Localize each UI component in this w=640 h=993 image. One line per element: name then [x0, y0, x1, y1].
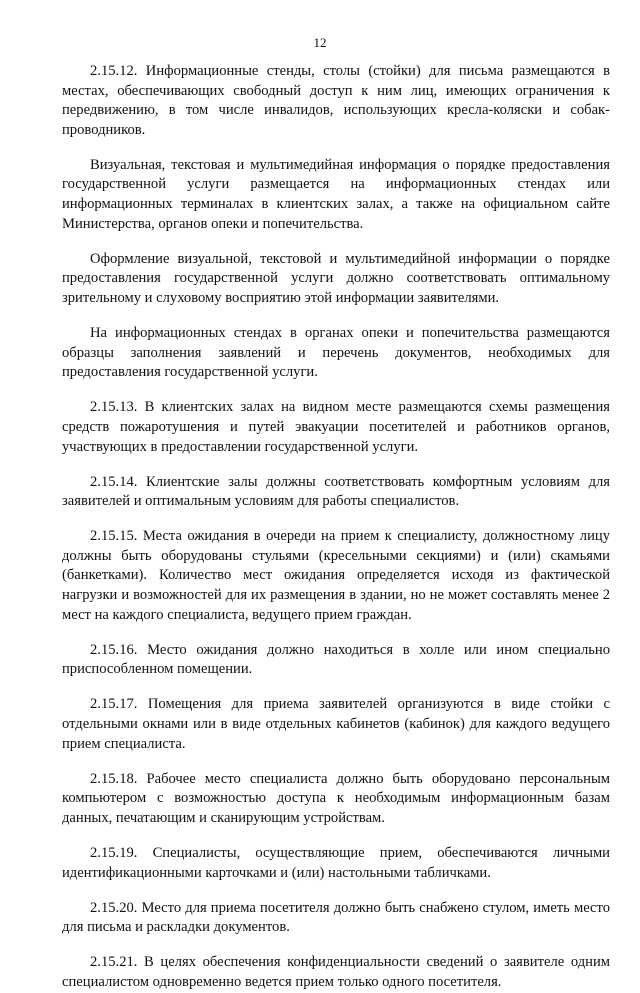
paragraph-2-15-20: 2.15.20. Место для приема посетителя должно быть снабжено стулом, иметь место для письма и раскладки документов. [62, 899, 610, 936]
page-number: 12 [313, 35, 327, 50]
paragraph-2-15-16: 2.15.16. Место ожидания должно находиться в холле или ином специально приспособленном помещении. [62, 641, 610, 678]
paragraph-2-15-13: 2.15.13. В клиентских залах на видном месте размещаются схемы размещения средств пожаротушения и путей эвакуации посетителей и работников органов, участвующих в предоставлении государственной услуги. [62, 399, 610, 455]
paragraph-2-15-14: 2.15.14. Клиентские залы должны соответствовать комфортным условиям для заявителей и оптимальным условиям для работы специалистов. [62, 473, 610, 510]
paragraph-2-15-17: 2.15.17. Помещения для приема заявителей организуются в виде стойки с отдельными окнами или в виде отдельных кабинетов (кабинок) для каждого ведущего прием специалиста. [62, 696, 610, 752]
paragraph-2-15-15: 2.15.15. Места ожидания в очереди на прием к специалисту, должностному лицу должны быть оборудованы стульями (кресельными секциями) и (или) скамьями (банкетками). Количество мест ожидания определяется исходя из фактической нагрузки и возможностей для их размещения в здании, но не может составлять менее 2 мест на каждого специалиста, ведущего прием граждан. [62, 528, 610, 623]
paragraph-info-design: Оформление визуальной, текстовой и мультимедийной информации о порядке предоставления государственной услуги должно соответствовать оптимальному зрительному и слуховому восприятию этой информации заявителями. [62, 250, 610, 306]
paragraph-visual-info: Визуальная, текстовая и мультимедийная информация о порядке предоставления государственной услуги размещается на информационных стендах или информационных терминалах в клиентских залах, а также на официальном сайте Министерства, органов опеки и попечительства. [62, 156, 610, 232]
paragraph-2-15-18: 2.15.18. Рабочее место специалиста должно быть оборудовано персональным компьютером с возможностью доступа к необходимым информационным базам данных, печатающим и сканирующим устройствам. [62, 770, 610, 826]
paragraph-2-15-12: 2.15.12. Информационные стенды, столы (стойки) для письма размещаются в местах, обеспечивающих свободный доступ к ним лиц, имеющих ограничения к передвижению, в том числе инвалидов, использующих кресла-коляски и собак-проводников. [62, 63, 610, 138]
paragraph-2-15-19: 2.15.19. Специалисты, осуществляющие прием, обеспечиваются личными идентификационными карточками и (или) настольными табличками. [62, 845, 610, 881]
paragraph-info-stands: На информационных стендах в органах опеки и попечительства размещаются образцы заполнения заявлений и перечень документов, необходимых для предоставления государственной услуги. [62, 325, 610, 381]
document-body [62, 62, 610, 993]
paragraph-2-15-21: 2.15.21. В целях обеспечения конфиденциальности сведений о заявителе одним специалистом одновременно ведется прием только одного посетителя. [62, 954, 610, 990]
